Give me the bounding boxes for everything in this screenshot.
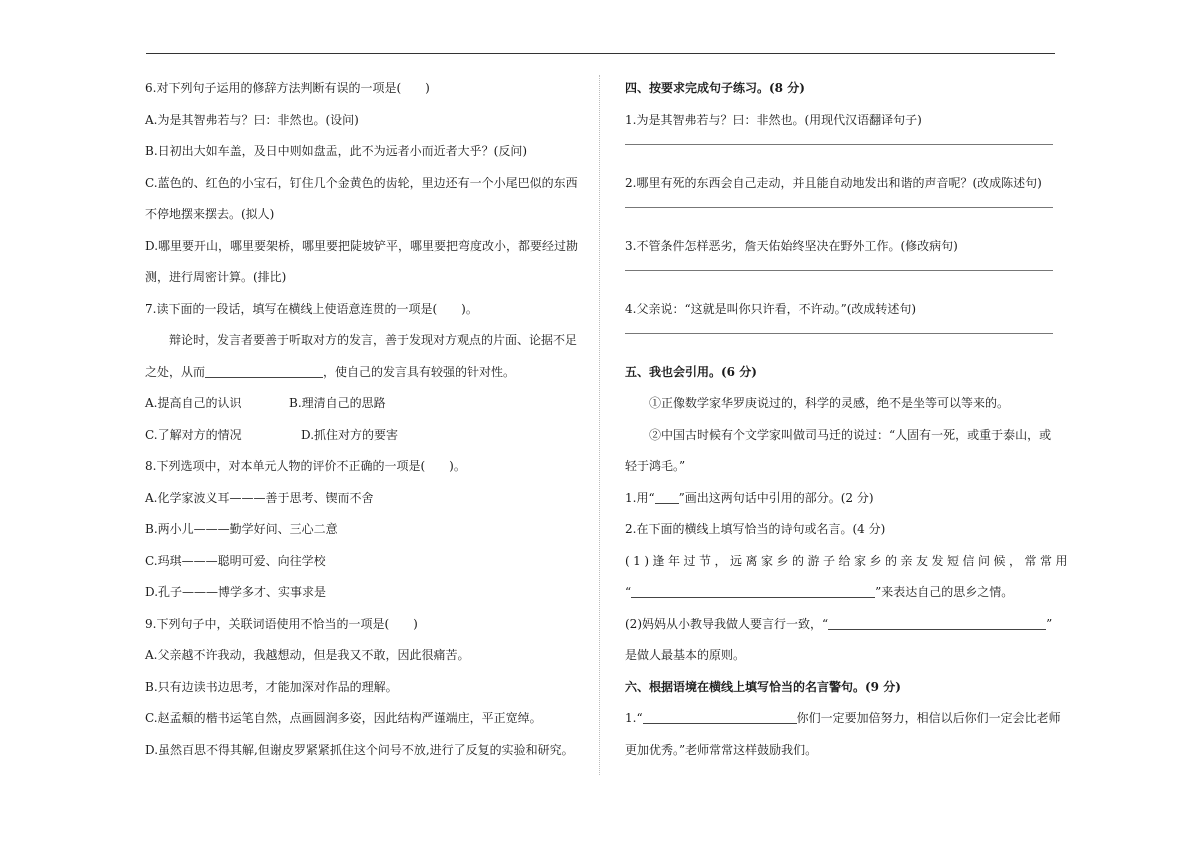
s4-item-1-answer-line[interactable] bbox=[625, 139, 1055, 171]
s6-item-1-line1 bbox=[625, 706, 1061, 738]
header-rule bbox=[146, 53, 1055, 54]
q9-option-a: A.父亲越不许我动，我越想动，但是我又不敢，因此很痛苦。 bbox=[145, 648, 470, 662]
s5-q1-after: ”画出这两句话中引用的部分。(2 分) bbox=[678, 490, 874, 505]
column-divider bbox=[599, 75, 600, 775]
q9-stem: 9.下列句子中，关联词语使用不恰当的一项是( ) bbox=[145, 616, 418, 631]
section-4-title: 四、按要求完成句子练习。(8 分) bbox=[625, 81, 805, 95]
section-5-title: 五、我也会引用。(6 分) bbox=[625, 364, 757, 379]
s6-item-1-blank[interactable] bbox=[643, 710, 797, 724]
s6-item-1-after: 你们一定要加倍努力，相信以后你们一定会比老师 bbox=[796, 711, 1061, 725]
s5-q2-part2-blank[interactable] bbox=[828, 616, 1046, 630]
q7-passage-before-blank: 之处，从而 bbox=[145, 364, 206, 379]
s5-q2-part1-line2 bbox=[625, 580, 1055, 612]
q6-option-c-line2: 不停地摆来摆去。(拟人) bbox=[145, 207, 275, 221]
s4-item-4: 4.父亲说：“这就是叫你只许看，不许动。”(改成转述句) bbox=[625, 301, 917, 316]
s4-item-2-answer-line[interactable] bbox=[625, 202, 1055, 234]
s5-passage-2-line2: 轻于鸿毛。” bbox=[625, 459, 686, 473]
s4-item-4-answer-line[interactable] bbox=[625, 328, 1055, 360]
q6-option-b: B.日初出大如车盖，及日中则如盘盂，此不为远者小而近者大乎？(反问) bbox=[145, 144, 527, 158]
q6-option-c-line1: C.蓝色的、红色的小宝石，钉住几个金黄色的齿轮，里边还有一个小尾巴似的东西 bbox=[145, 175, 578, 190]
s5-q2-part2-line1 bbox=[625, 612, 1055, 644]
s6-item-1-line2: 更加优秀。”老师常常这样鼓励我们。 bbox=[625, 742, 818, 757]
s5-q2-part1-blank[interactable] bbox=[631, 584, 875, 598]
q8-option-d: D.孔子———博学多才、实事求是 bbox=[145, 585, 327, 599]
q8-option-b: B.两小儿———勤学好问、三心二意 bbox=[145, 522, 338, 536]
q7-options-cd bbox=[145, 423, 585, 455]
s5-q1-underline-sample bbox=[655, 490, 679, 504]
q9-option-c: C.赵孟頫的楷书运笔自然，点画圆润多姿，因此结构严谨端庄，平正宽绰。 bbox=[145, 711, 542, 725]
left-column bbox=[145, 76, 585, 769]
q7-option-b: B.理清自己的思路 bbox=[289, 396, 386, 410]
q7-options-ab bbox=[145, 391, 585, 423]
s5-q2-part2-close-quote: ” bbox=[1046, 616, 1053, 631]
q7-option-d: D.抓住对方的要害 bbox=[301, 427, 399, 442]
q7-passage-line1: 辩论时，发言者要善于听取对方的发言，善于发现对方观点的片面、论据不足 bbox=[169, 333, 578, 347]
s5-q2-part1-after: ”来表达自己的思乡之情。 bbox=[875, 585, 1014, 599]
s5-q2-part2-line2: 是做人最基本的原则。 bbox=[625, 648, 746, 662]
q7-passage-line2 bbox=[145, 360, 585, 392]
s5-q1-before: 1.用“ bbox=[625, 490, 655, 505]
q7-option-c: C.了解对方的情况 bbox=[145, 427, 242, 442]
s5-passage-1: ①正像数学家华罗庚说过的，科学的灵感，绝不是坐等可以等来的。 bbox=[649, 396, 1010, 410]
q8-option-a: A.化学家波义耳———善于思考、锲而不舍 bbox=[145, 490, 374, 505]
q6-option-d-line1: D.哪里要开山，哪里要架桥，哪里要把陡坡铲平，哪里要把弯度改小，都要经过勘 bbox=[145, 238, 579, 253]
right-column bbox=[625, 76, 1072, 769]
q9-option-b: B.只有边读书边思考，才能加深对作品的理解。 bbox=[145, 679, 398, 694]
q8-stem: 8.下列选项中，对本单元人物的评价不正确的一项是( )。 bbox=[145, 459, 466, 473]
q9-option-d: D.虽然百思不得其解,但谢皮罗紧紧抓住这个问号不放,进行了反复的实验和研究。 bbox=[145, 742, 574, 757]
q7-passage-after-blank: ，使自己的发言具有较强的针对性。 bbox=[323, 364, 516, 379]
q7-stem: 7.读下面的一段话，填写在横线上使语意连贯的一项是( )。 bbox=[145, 301, 478, 316]
s5-passage-2-line1: ②中国古时候有个文学家叫做司马迁的说过：“人固有一死，或重于泰山，或 bbox=[649, 427, 1052, 442]
q7-option-a: A.提高自己的认识 bbox=[145, 396, 242, 410]
s5-q2-part2-before: (2)妈妈从小教导我做人要言行一致，“ bbox=[625, 616, 829, 631]
q6-stem: 6.对下列句子运用的修辞方法判断有误的一项是( ) bbox=[145, 81, 430, 95]
s4-item-3-answer-line[interactable] bbox=[625, 265, 1055, 297]
q6-option-d-line2: 测，进行周密计算。(排比) bbox=[145, 270, 287, 284]
s5-question-2: 2.在下面的横线上填写恰当的诗句或名言。(4 分) bbox=[625, 522, 886, 536]
q8-option-c: C.玛琪———聪明可爱、向往学校 bbox=[145, 553, 326, 568]
s4-item-1: 1.为是其智弗若与？曰：非然也。(用现代汉语翻译句子) bbox=[625, 112, 922, 127]
section-6-title: 六、根据语境在横线上填写恰当的名言警句。(9 分) bbox=[625, 679, 901, 694]
s5-question-1 bbox=[625, 486, 1055, 518]
q7-answer-blank[interactable] bbox=[205, 364, 323, 378]
s5-q2-part1-open-quote: “ bbox=[625, 585, 632, 599]
s5-q2-part1-line1: (1)逢年过节，远离家乡的游子给家乡的亲友发短信问候，常常用 bbox=[625, 553, 1072, 568]
s6-item-1-before: 1.“ bbox=[625, 711, 643, 725]
s4-item-2: 2.哪里有死的东西会自己走动，并且能自动地发出和谐的声音呢？(改成陈述句) bbox=[625, 175, 1042, 190]
s4-item-3: 3.不管条件怎样恶劣，詹天佑始终坚决在野外工作。(修改病句) bbox=[625, 238, 958, 253]
q6-option-a: A.为是其智弗若与？曰：非然也。(设问) bbox=[145, 112, 359, 127]
